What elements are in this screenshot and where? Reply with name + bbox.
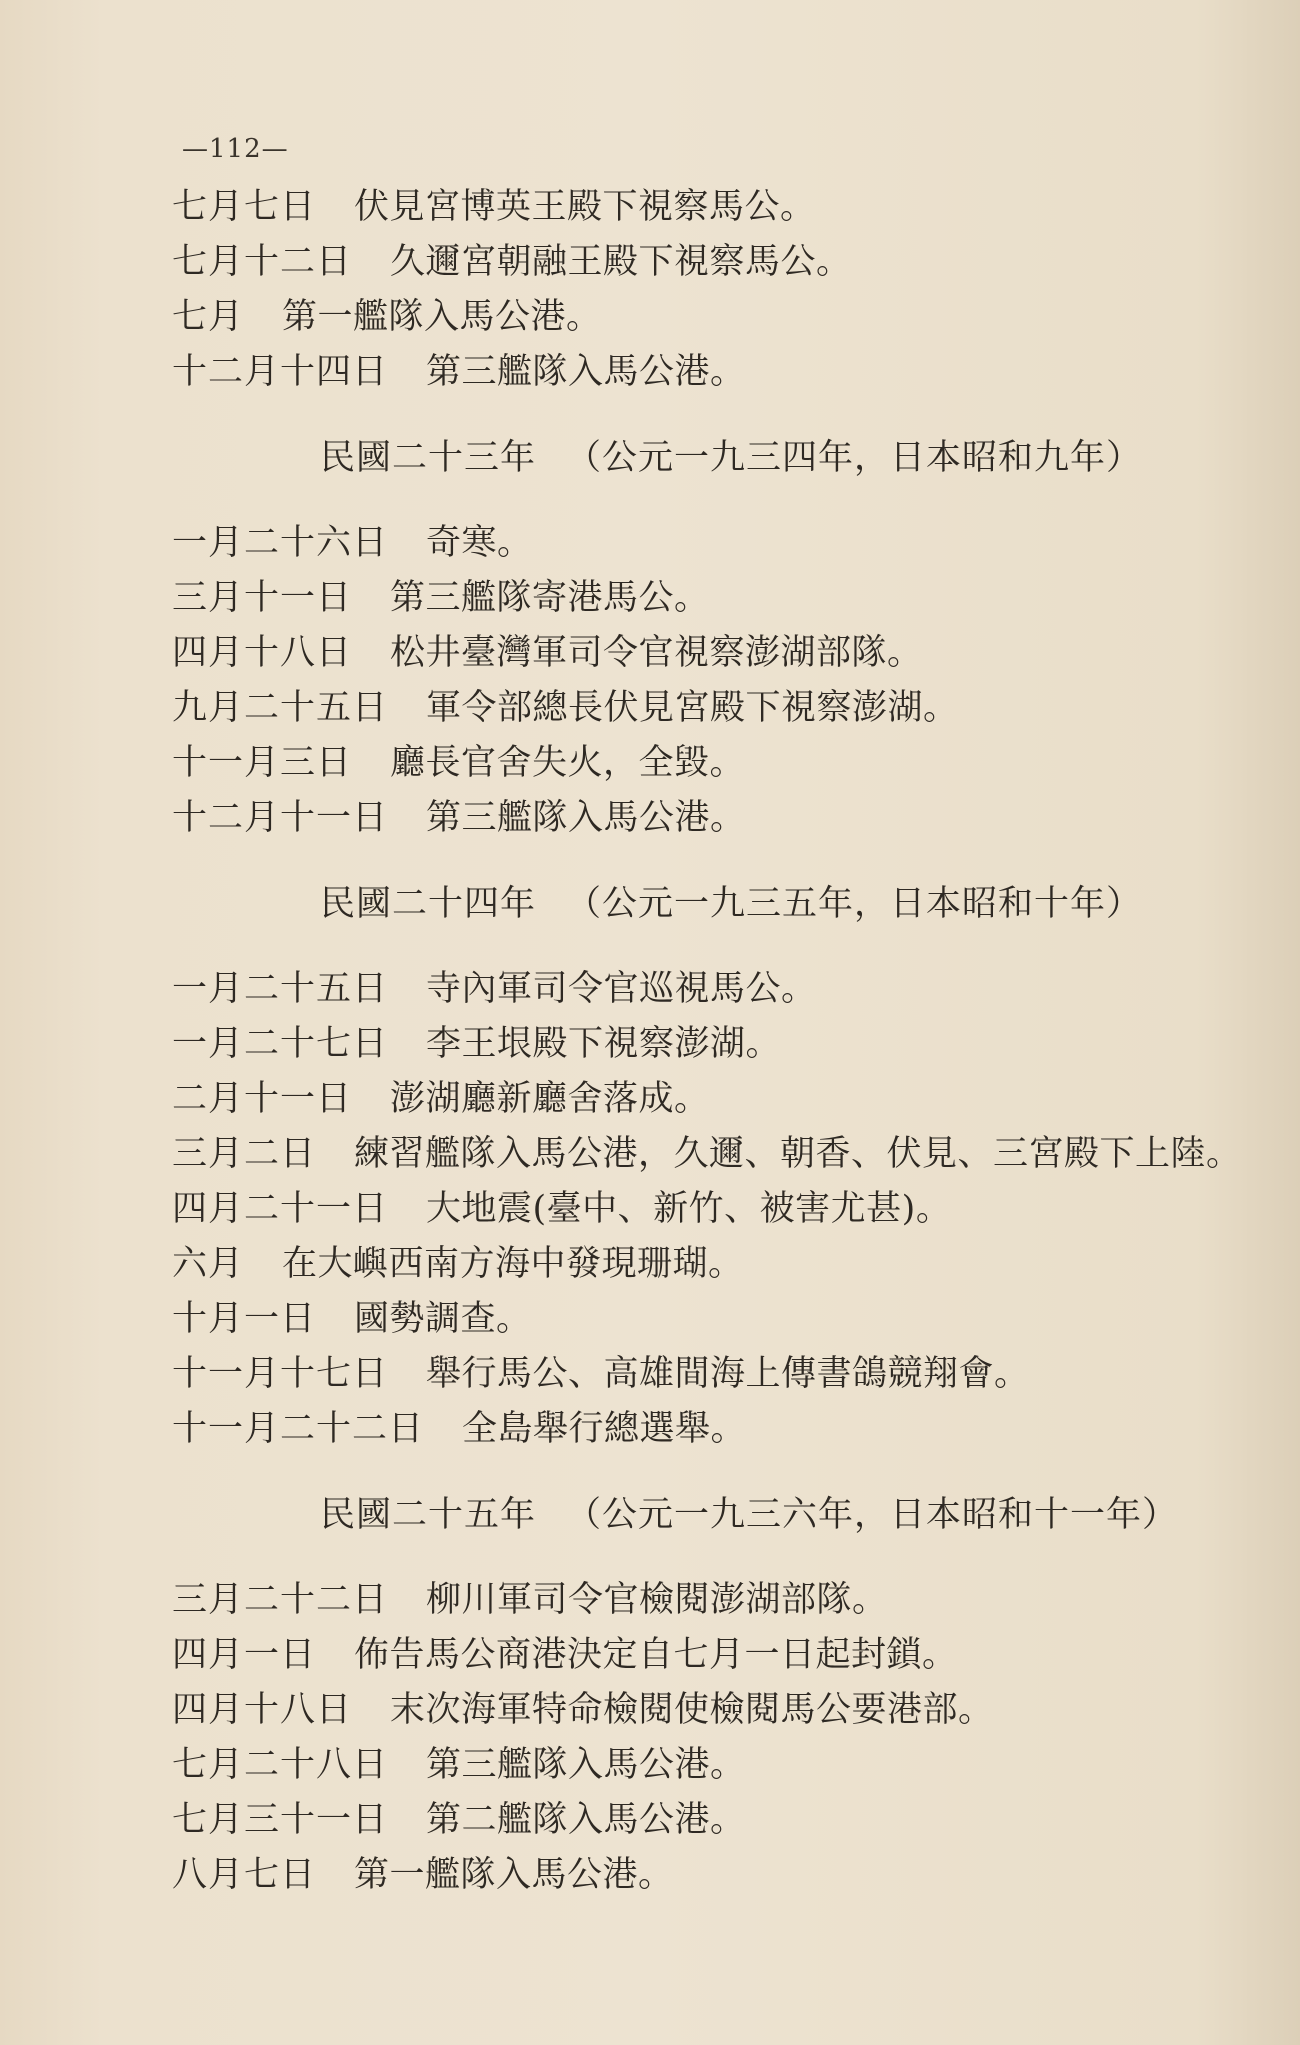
entry-event: 第三艦隊入馬公港。 <box>426 1745 746 1785</box>
entry-date: 三月二十二日 <box>172 1580 389 1620</box>
list-item <box>172 681 1272 736</box>
list-item <box>172 1292 1272 1347</box>
list-item <box>172 235 1272 290</box>
entry-date: 七月十二日 <box>172 242 353 282</box>
list-item <box>172 626 1272 681</box>
entry-date: 八月七日 <box>172 1855 317 1895</box>
entry-event: 末次海軍特命檢閱使檢閱馬公要港部。 <box>390 1690 994 1730</box>
entry-event: 廳長官舍失火，全毀。 <box>390 743 746 783</box>
list-item <box>172 345 1272 400</box>
entry-date: 九月二十五日 <box>172 688 389 728</box>
list-item <box>172 1182 1272 1237</box>
entry-event: 第二艦隊入馬公港。 <box>426 1800 746 1840</box>
section-subtitle: （公元一九三六年，日本昭和十一年） <box>566 1495 1179 1535</box>
list-item <box>172 1072 1272 1127</box>
section-subtitle: （公元一九三五年，日本昭和十年） <box>566 884 1143 924</box>
list-item <box>172 1848 1272 1903</box>
entry-date: 六月 <box>172 1244 245 1284</box>
chronology <box>172 180 1272 1903</box>
section-title: 民國二十四年 <box>320 884 537 924</box>
list-item <box>172 1237 1272 1292</box>
list-item <box>172 516 1272 571</box>
section-heading <box>172 400 1272 516</box>
entry-event: 第一艦隊入馬公港。 <box>354 1855 674 1895</box>
entry-date: 十二月十四日 <box>172 352 389 392</box>
entry-event: 松井臺灣軍司令官視察澎湖部隊。 <box>390 633 923 673</box>
entry-date: 二月十一日 <box>172 1079 353 1119</box>
entry-date: 十一月二十二日 <box>172 1409 425 1449</box>
entry-date: 一月二十七日 <box>172 1024 389 1064</box>
list-item <box>172 962 1272 1017</box>
entry-event: 奇寒。 <box>426 523 533 563</box>
entry-date: 四月十八日 <box>172 633 353 673</box>
section-title: 民國二十五年 <box>320 1495 537 1535</box>
list-item <box>172 1402 1272 1457</box>
list-item <box>172 1738 1272 1793</box>
entry-event: 第三艦隊入馬公港。 <box>426 352 746 392</box>
list-item <box>172 290 1272 345</box>
entry-event: 寺內軍司令官巡視馬公。 <box>426 969 817 1009</box>
entry-date: 四月一日 <box>172 1635 317 1675</box>
list-item <box>172 1127 1272 1182</box>
entry-event: 國勢調查。 <box>354 1299 532 1339</box>
entry-date: 三月十一日 <box>172 578 353 618</box>
entry-date: 三月二日 <box>172 1134 317 1174</box>
entry-date: 四月十八日 <box>172 1690 353 1730</box>
entry-date: 四月二十一日 <box>172 1189 389 1229</box>
list-item <box>172 1347 1272 1402</box>
list-item <box>172 736 1272 791</box>
list-item <box>172 791 1272 846</box>
entry-date: 十一月十七日 <box>172 1354 389 1394</box>
entry-event: 第三艦隊入馬公港。 <box>426 798 746 838</box>
entry-event: 練習艦隊入馬公港，久邇、朝香、伏見、三宮殿下上陸。 <box>354 1134 1242 1174</box>
entry-date: 十一月三日 <box>172 743 353 783</box>
entry-date: 一月二十六日 <box>172 523 389 563</box>
entry-event: 柳川軍司令官檢閱澎湖部隊。 <box>426 1580 888 1620</box>
entry-date: 十月一日 <box>172 1299 317 1339</box>
entry-event: 大地震(臺中、新竹、被害尤甚)。 <box>426 1189 952 1229</box>
list-item <box>172 1793 1272 1848</box>
entry-date: 七月七日 <box>172 187 317 227</box>
list-item <box>172 571 1272 626</box>
entry-date: 一月二十五日 <box>172 969 389 1009</box>
entry-event: 第一艦隊入馬公港。 <box>282 297 602 337</box>
entry-date: 十二月十一日 <box>172 798 389 838</box>
list-item <box>172 1573 1272 1628</box>
section-subtitle: （公元一九三四年，日本昭和九年） <box>566 438 1143 478</box>
section-heading <box>172 1457 1272 1573</box>
list-item <box>172 1683 1272 1738</box>
section-heading <box>172 846 1272 962</box>
entry-event: 第三艦隊寄港馬公。 <box>390 578 710 618</box>
entry-date: 七月二十八日 <box>172 1745 389 1785</box>
entry-date: 七月 <box>172 297 245 337</box>
entry-event: 在大嶼西南方海中發現珊瑚。 <box>282 1244 744 1284</box>
entry-date: 七月三十一日 <box>172 1800 389 1840</box>
entry-event: 全島舉行總選舉。 <box>462 1409 747 1449</box>
list-item <box>172 1628 1272 1683</box>
section-title: 民國二十三年 <box>320 438 537 478</box>
entry-event: 澎湖廳新廳舍落成。 <box>390 1079 710 1119</box>
entry-event: 舉行馬公、高雄間海上傳書鴿競翔會。 <box>426 1354 1030 1394</box>
list-item <box>172 1017 1272 1072</box>
entry-event: 軍令部總長伏見宮殿下視察澎湖。 <box>426 688 959 728</box>
entry-event: 佈告馬公商港決定自七月一日起封鎖。 <box>354 1635 958 1675</box>
entry-event: 李王垠殿下視察澎湖。 <box>426 1024 782 1064</box>
page-number: —112— <box>182 134 289 164</box>
entry-event: 久邇宮朝融王殿下視察馬公。 <box>390 242 852 282</box>
entry-event: 伏見宮博英王殿下視察馬公。 <box>354 187 816 227</box>
list-item <box>172 180 1272 235</box>
